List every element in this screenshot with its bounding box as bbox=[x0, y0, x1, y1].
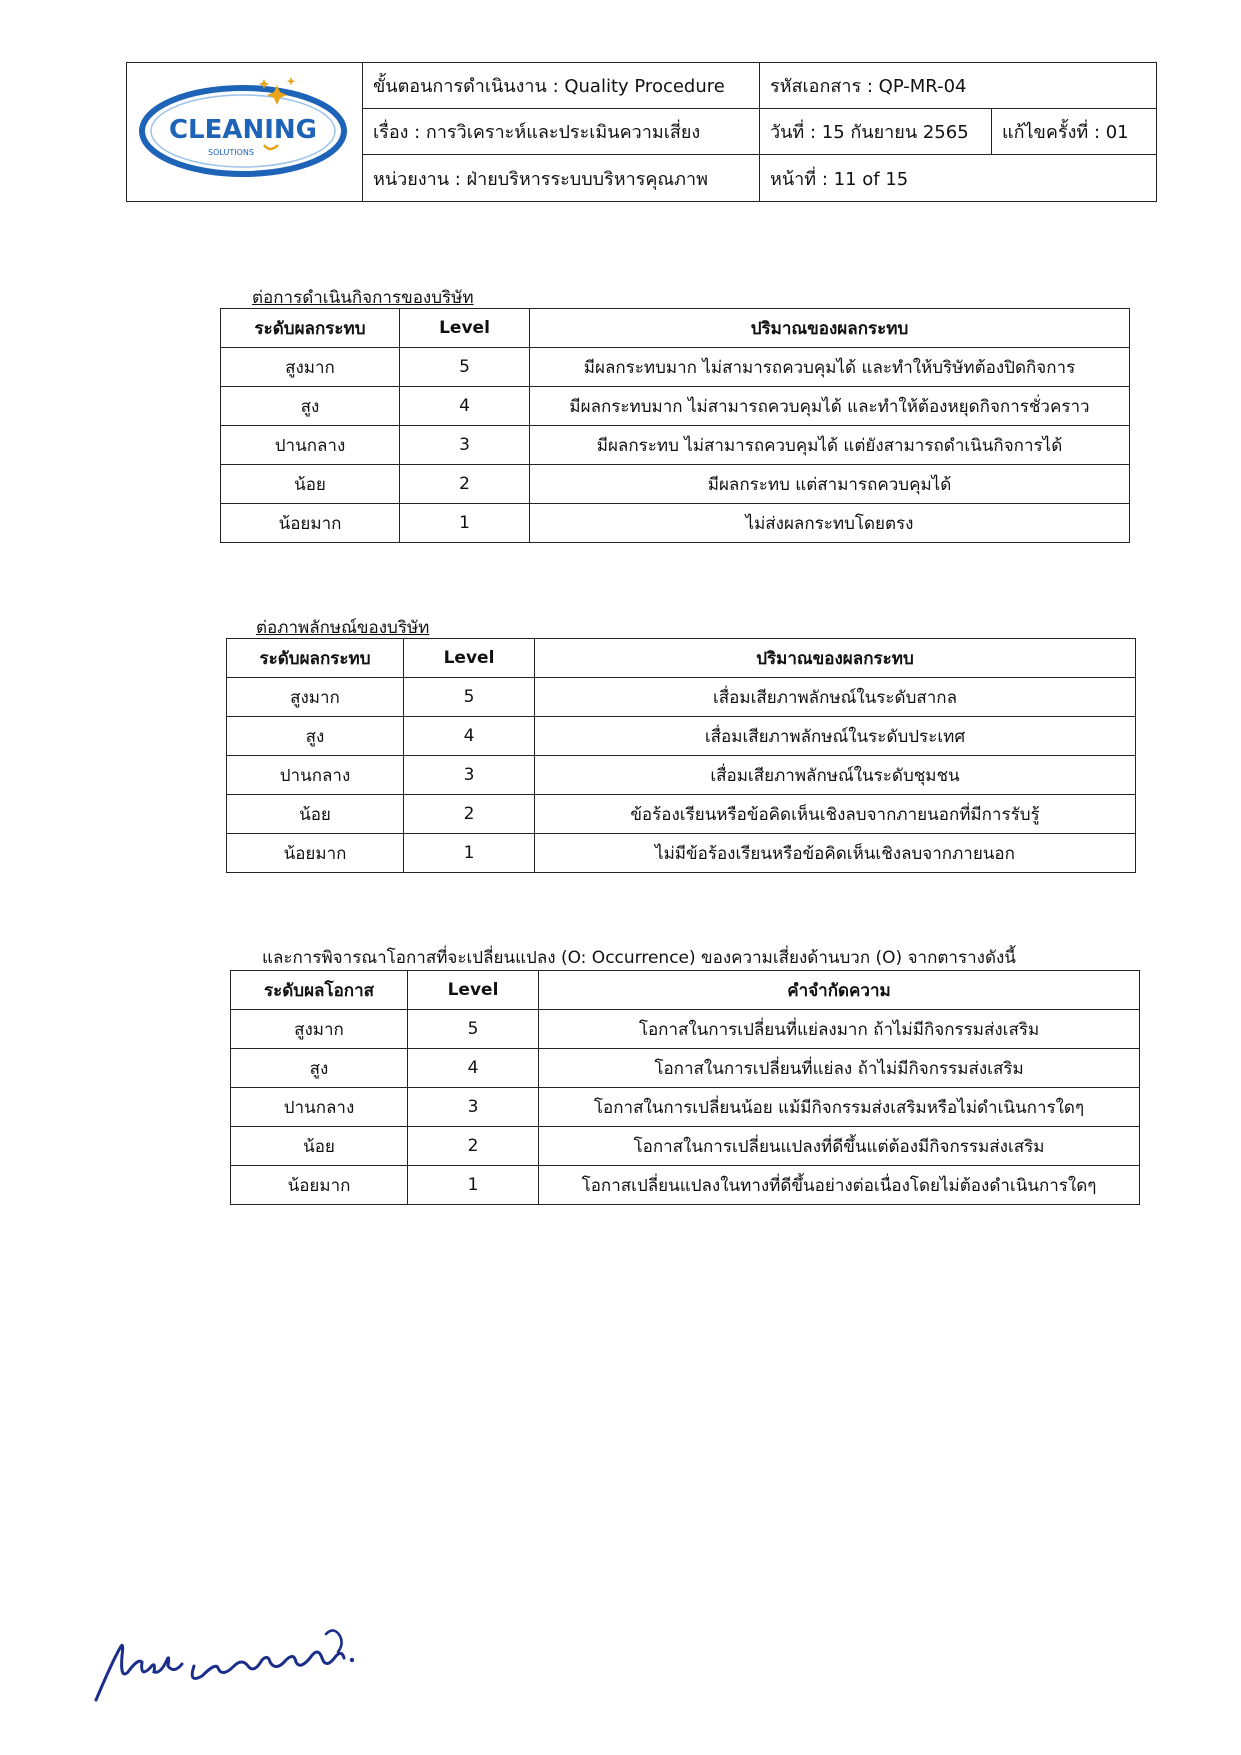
cell-level-name: น้อยมาก bbox=[231, 1166, 408, 1205]
cell-level: 1 bbox=[400, 504, 530, 543]
table-row bbox=[221, 465, 1130, 504]
cell-description: โอกาสในการเปลี่ยนที่แย่ลง ถ้าไม่มีกิจกรรมส่งเสริม bbox=[539, 1049, 1140, 1088]
cell-level-name: ปานกลาง bbox=[221, 426, 400, 465]
cell-description: โอกาสในการเปลี่ยนแปลงที่ดีขึ้นแต่ต้องมีกิจกรรมส่งเสริม bbox=[539, 1127, 1140, 1166]
table-row bbox=[231, 1088, 1140, 1127]
company-logo bbox=[127, 63, 363, 200]
column-header: Level bbox=[404, 639, 535, 678]
column-header: คำจำกัดความ bbox=[539, 971, 1140, 1010]
cell-description: โอกาสในการเปลี่ยนน้อย แม้มีกิจกรรมส่งเสริมหรือไม่ดำเนินการใดๆ bbox=[539, 1088, 1140, 1127]
logo-subtext: SOLUTIONS bbox=[208, 148, 254, 157]
logo-text: CLEANING bbox=[168, 115, 318, 145]
cell-level: 2 bbox=[408, 1127, 539, 1166]
cell-level: 3 bbox=[400, 426, 530, 465]
document-header bbox=[126, 62, 1157, 202]
cell-level-name: น้อย bbox=[227, 795, 404, 834]
cell-level-name: น้อย bbox=[231, 1127, 408, 1166]
cell-description: โอกาสเปลี่ยนแปลงในทางที่ดีขึ้นอย่างต่อเนื่องโดยไม่ต้องดำเนินการใดๆ bbox=[539, 1166, 1140, 1205]
header-row-3 bbox=[363, 155, 1156, 201]
cell-level-name: สูงมาก bbox=[231, 1010, 408, 1049]
cell-description: เสื่อมเสียภาพลักษณ์ในระดับประเทศ bbox=[535, 717, 1136, 756]
section-title-occurrence: และการพิจารณาโอกาสที่จะเปลี่ยนแปลง (O: Occurrence) ของความเสี่ยงด้านบวก (O) จากตารางดังนี้ bbox=[262, 948, 1016, 968]
cell-description: เสื่อมเสียภาพลักษณ์ในระดับชุมชน bbox=[535, 756, 1136, 795]
table-row bbox=[221, 504, 1130, 543]
column-header: ระดับผลกระทบ bbox=[227, 639, 404, 678]
cell-description: ไม่ส่งผลกระทบโดยตรง bbox=[530, 504, 1130, 543]
logo-cell bbox=[127, 63, 363, 201]
impact-table-operations bbox=[220, 308, 1130, 543]
cell-level: 3 bbox=[408, 1088, 539, 1127]
table-row bbox=[227, 834, 1136, 873]
table-row bbox=[227, 795, 1136, 834]
column-header: ระดับผลโอกาส bbox=[231, 971, 408, 1010]
cell-description: ข้อร้องเรียนหรือข้อคิดเห็นเชิงลบจากภายนอกที่มีการรับรู้ bbox=[535, 795, 1136, 834]
table-row bbox=[221, 387, 1130, 426]
handwritten-signature bbox=[90, 1600, 390, 1710]
cell-level: 3 bbox=[404, 756, 535, 795]
table-row bbox=[231, 1166, 1140, 1205]
table-row bbox=[221, 426, 1130, 465]
cell-description: โอกาสในการเปลี่ยนที่แย่ลงมาก ถ้าไม่มีกิจกรรมส่งเสริม bbox=[539, 1010, 1140, 1049]
table-row bbox=[231, 1010, 1140, 1049]
table-row bbox=[231, 1049, 1140, 1088]
procedure-label: ขั้นตอนการดำเนินงาน : Quality Procedure bbox=[373, 76, 725, 97]
cell-level-name: ปานกลาง bbox=[227, 756, 404, 795]
page-number: หน้าที่ : 11 of 15 bbox=[759, 155, 1156, 201]
table-header-row bbox=[221, 309, 1130, 348]
cell-level: 5 bbox=[404, 678, 535, 717]
cell-level-name: ปานกลาง bbox=[231, 1088, 408, 1127]
cell-description: มีผลกระทบ แต่สามารถควบคุมได้ bbox=[530, 465, 1130, 504]
cell-description: มีผลกระทบ ไม่สามารถควบคุมได้ แต่ยังสามารถดำเนินกิจการได้ bbox=[530, 426, 1130, 465]
table-row bbox=[221, 348, 1130, 387]
cell-level-name: สูง bbox=[227, 717, 404, 756]
cell-level-name: สูงมาก bbox=[221, 348, 400, 387]
header-row-2 bbox=[363, 109, 1156, 155]
impact-table-image bbox=[226, 638, 1136, 873]
table-row bbox=[231, 1127, 1140, 1166]
column-header: ปริมาณของผลกระทบ bbox=[535, 639, 1136, 678]
department-label: หน่วยงาน : ฝ่ายบริหารระบบบริหารคุณภาพ bbox=[373, 168, 708, 190]
cell-level: 1 bbox=[404, 834, 535, 873]
cell-description: ไม่มีข้อร้องเรียนหรือข้อคิดเห็นเชิงลบจากภายนอก bbox=[535, 834, 1136, 873]
cell-level: 5 bbox=[400, 348, 530, 387]
cell-level-name: สูง bbox=[231, 1049, 408, 1088]
occurrence-table bbox=[230, 970, 1140, 1205]
cell-description: มีผลกระทบมาก ไม่สามารถควบคุมได้ และทำให้ต้องหยุดกิจการชั่วคราว bbox=[530, 387, 1130, 426]
cell-level: 4 bbox=[400, 387, 530, 426]
column-header: ระดับผลกระทบ bbox=[221, 309, 400, 348]
section-title-image: ต่อภาพลักษณ์ของบริษัท bbox=[256, 618, 430, 638]
cell-level: 1 bbox=[408, 1166, 539, 1205]
date-label: วันที่ : 15 กันยายน 2565 bbox=[759, 109, 991, 154]
section-title-operations: ต่อการดำเนินกิจการของบริษัท bbox=[252, 288, 474, 308]
doc-code: รหัสเอกสาร : QP-MR-04 bbox=[759, 63, 1156, 108]
table-row bbox=[227, 678, 1136, 717]
subject-label: เรื่อง : การวิเคราะห์และประเมินความเสี่ยง bbox=[373, 122, 701, 143]
cell-level-name: สูง bbox=[221, 387, 400, 426]
table-header-row bbox=[227, 639, 1136, 678]
cell-level-name: น้อย bbox=[221, 465, 400, 504]
table-row bbox=[227, 756, 1136, 795]
cell-level: 2 bbox=[400, 465, 530, 504]
table-header-row bbox=[231, 971, 1140, 1010]
header-row-1 bbox=[363, 63, 1156, 109]
cell-description: มีผลกระทบมาก ไม่สามารถควบคุมได้ และทำให้บริษัทต้องปิดกิจการ bbox=[530, 348, 1130, 387]
cell-level: 5 bbox=[408, 1010, 539, 1049]
cell-level: 4 bbox=[408, 1049, 539, 1088]
table-row bbox=[227, 717, 1136, 756]
revision-label: แก้ไขครั้งที่ : 01 bbox=[991, 109, 1156, 154]
cell-level-name: น้อยมาก bbox=[227, 834, 404, 873]
cell-level: 2 bbox=[404, 795, 535, 834]
cell-level-name: สูงมาก bbox=[227, 678, 404, 717]
cell-level: 4 bbox=[404, 717, 535, 756]
cell-level-name: น้อยมาก bbox=[221, 504, 400, 543]
column-header: ปริมาณของผลกระทบ bbox=[530, 309, 1130, 348]
cell-description: เสื่อมเสียภาพลักษณ์ในระดับสากล bbox=[535, 678, 1136, 717]
column-header: Level bbox=[400, 309, 530, 348]
column-header: Level bbox=[408, 971, 539, 1010]
